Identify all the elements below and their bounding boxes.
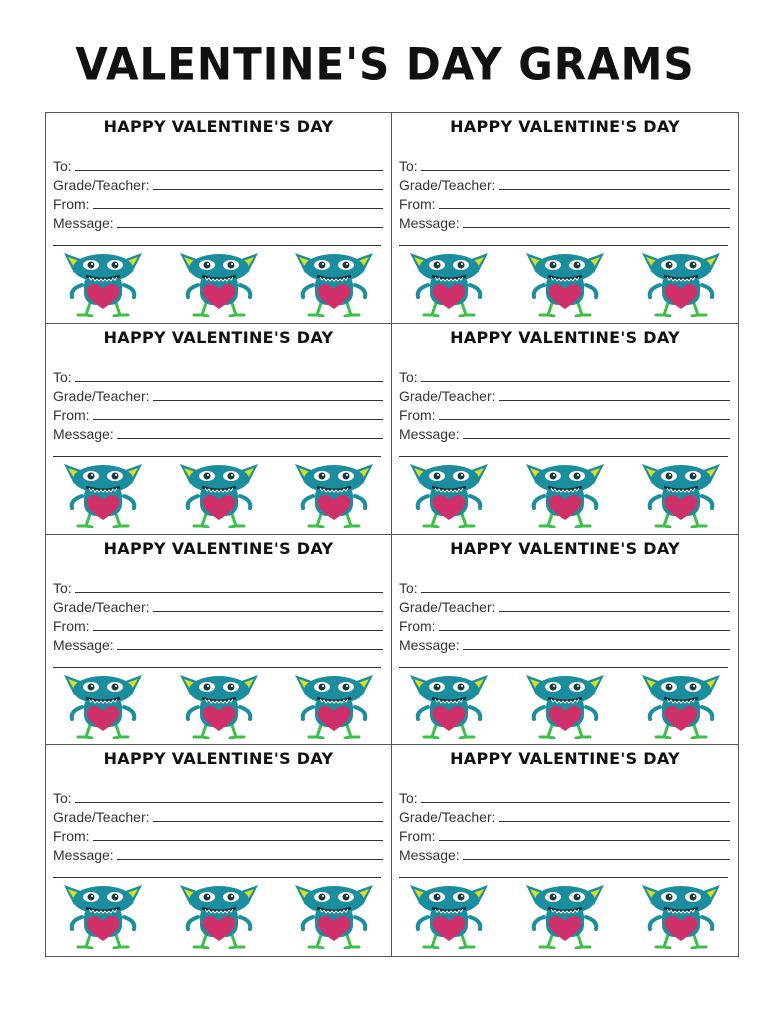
grade-teacher-label: Grade/Teacher:	[53, 387, 150, 404]
grade-teacher-line[interactable]	[153, 821, 384, 822]
grade-teacher-label: Grade/Teacher:	[399, 177, 496, 193]
grade-teacher-line[interactable]	[499, 189, 731, 190]
grade-teacher-line[interactable]	[153, 400, 384, 401]
card-fields	[53, 787, 383, 878]
card-heading: HAPPY VALENTINE'S DAY	[103, 327, 334, 347]
to-field[interactable]	[53, 366, 383, 385]
monster-row	[60, 249, 377, 317]
to-field[interactable]	[53, 787, 383, 806]
card-heading: HAPPY VALENTINE'S DAY	[450, 327, 680, 347]
from-line[interactable]	[93, 208, 383, 209]
to-line[interactable]	[421, 592, 730, 593]
card-fields	[53, 155, 383, 246]
grade-teacher-line[interactable]	[153, 189, 384, 190]
message-label: Message:	[53, 636, 114, 653]
to-field[interactable]	[399, 577, 730, 596]
grade-teacher-field[interactable]	[53, 596, 383, 615]
valentine-gram-card	[392, 113, 738, 324]
monster-icon	[638, 671, 724, 739]
card-heading: HAPPY VALENTINE'S DAY	[450, 749, 680, 769]
monster-icon	[60, 881, 146, 949]
message-label: Message:	[399, 215, 460, 231]
message-label: Message:	[53, 847, 114, 864]
card-heading: HAPPY VALENTINE'S DAY	[450, 117, 680, 136]
from-label: From:	[53, 196, 90, 212]
to-line[interactable]	[75, 592, 383, 593]
grade-teacher-field[interactable]	[399, 385, 730, 404]
from-field[interactable]	[399, 193, 730, 212]
message-field[interactable]	[399, 634, 730, 653]
message-extra-line[interactable]	[399, 667, 728, 668]
from-label: From:	[399, 406, 436, 423]
grade-teacher-label: Grade/Teacher:	[53, 177, 150, 193]
to-label: To:	[53, 158, 72, 174]
message-label: Message:	[399, 425, 460, 442]
from-field[interactable]	[399, 404, 730, 423]
monster-row	[406, 249, 724, 317]
monster-icon	[522, 249, 608, 317]
to-label: To:	[53, 368, 72, 385]
from-line[interactable]	[93, 840, 383, 841]
valentine-gram-card	[392, 745, 738, 956]
from-label: From:	[53, 828, 90, 845]
message-extra-line[interactable]	[399, 245, 728, 246]
message-field[interactable]	[399, 212, 730, 231]
to-label: To:	[399, 790, 418, 807]
monster-icon	[176, 671, 262, 739]
from-label: From:	[53, 617, 90, 634]
grade-teacher-label: Grade/Teacher:	[399, 809, 496, 826]
grade-teacher-field[interactable]	[53, 174, 383, 193]
message-label: Message:	[399, 847, 460, 864]
monster-icon	[60, 249, 146, 317]
monster-icon	[406, 671, 492, 739]
monster-icon	[522, 460, 608, 528]
from-line[interactable]	[439, 840, 730, 841]
to-line[interactable]	[75, 381, 383, 382]
from-line[interactable]	[439, 419, 730, 420]
grade-teacher-field[interactable]	[399, 174, 730, 193]
message-extra-line[interactable]	[53, 667, 381, 668]
to-line[interactable]	[421, 170, 730, 171]
to-label: To:	[399, 158, 418, 174]
monster-icon	[522, 671, 608, 739]
from-line[interactable]	[439, 630, 730, 631]
to-label: To:	[53, 790, 72, 807]
to-field[interactable]	[399, 366, 730, 385]
grade-teacher-label: Grade/Teacher:	[53, 809, 150, 826]
from-label: From:	[53, 406, 90, 423]
grade-teacher-line[interactable]	[153, 611, 384, 612]
to-line[interactable]	[75, 802, 383, 803]
grade-teacher-field[interactable]	[53, 806, 383, 825]
from-field[interactable]	[53, 615, 383, 634]
from-line[interactable]	[439, 208, 730, 209]
monster-row	[406, 460, 724, 528]
monster-icon	[638, 249, 724, 317]
message-line[interactable]	[463, 859, 730, 860]
grade-teacher-line[interactable]	[499, 400, 731, 401]
message-line[interactable]	[463, 227, 730, 228]
message-field[interactable]	[53, 634, 383, 653]
monster-row	[60, 671, 377, 739]
monster-icon	[176, 881, 262, 949]
from-field[interactable]	[53, 825, 383, 844]
grade-teacher-line[interactable]	[499, 821, 731, 822]
monster-icon	[176, 460, 262, 528]
grade-teacher-field[interactable]	[399, 596, 730, 615]
valentine-gram-card	[392, 324, 738, 535]
card-fields	[53, 366, 383, 457]
message-label: Message:	[399, 636, 460, 653]
card-heading: HAPPY VALENTINE'S DAY	[450, 538, 680, 558]
from-field[interactable]	[53, 404, 383, 423]
from-line[interactable]	[93, 419, 383, 420]
monster-icon	[406, 881, 492, 949]
message-label: Message:	[53, 215, 114, 231]
monster-row	[406, 671, 724, 739]
card-heading: HAPPY VALENTINE'S DAY	[103, 749, 334, 769]
grade-teacher-field[interactable]	[399, 806, 730, 825]
monster-icon	[291, 249, 377, 317]
valentine-gram-card	[392, 535, 738, 746]
message-extra-line[interactable]	[53, 456, 381, 457]
message-field[interactable]	[53, 423, 383, 442]
to-line[interactable]	[421, 381, 730, 382]
to-line[interactable]	[421, 802, 730, 803]
message-field[interactable]	[53, 844, 383, 863]
message-field[interactable]	[399, 423, 730, 442]
valentine-gram-card	[46, 324, 392, 535]
card-heading: HAPPY VALENTINE'S DAY	[103, 538, 334, 558]
valentine-gram-card	[46, 113, 392, 324]
monster-icon	[60, 460, 146, 528]
monster-icon	[291, 460, 377, 528]
monster-icon	[291, 881, 377, 949]
message-line[interactable]	[463, 649, 730, 650]
card-fields	[399, 577, 730, 668]
from-field[interactable]	[53, 193, 383, 212]
monster-icon	[638, 460, 724, 528]
grade-teacher-label: Grade/Teacher:	[399, 598, 496, 615]
monster-icon	[406, 460, 492, 528]
valentine-gram-card	[46, 535, 392, 746]
to-field[interactable]	[53, 577, 383, 596]
card-fields	[399, 366, 730, 457]
to-field[interactable]	[399, 155, 730, 174]
monster-row	[406, 881, 724, 949]
to-field[interactable]	[399, 787, 730, 806]
message-field[interactable]	[399, 844, 730, 863]
message-extra-line[interactable]	[53, 245, 381, 246]
message-label: Message:	[53, 425, 114, 442]
monster-row	[60, 881, 377, 949]
from-label: From:	[399, 828, 436, 845]
to-label: To:	[53, 579, 72, 596]
monster-icon	[60, 671, 146, 739]
monster-row	[60, 460, 377, 528]
grade-teacher-line[interactable]	[499, 611, 731, 612]
monster-icon	[406, 249, 492, 317]
to-label: To:	[399, 368, 418, 385]
card-heading: HAPPY VALENTINE'S DAY	[103, 117, 334, 136]
grams-grid	[45, 112, 739, 957]
from-field[interactable]	[399, 825, 730, 844]
from-line[interactable]	[93, 630, 383, 631]
card-fields	[53, 577, 383, 668]
message-field[interactable]	[53, 212, 383, 231]
valentine-gram-card	[46, 745, 392, 956]
from-label: From:	[399, 196, 436, 212]
to-field[interactable]	[53, 155, 383, 174]
from-field[interactable]	[399, 615, 730, 634]
card-fields	[399, 155, 730, 246]
to-label: To:	[399, 579, 418, 596]
to-line[interactable]	[75, 170, 383, 171]
message-extra-line[interactable]	[53, 877, 381, 878]
message-line[interactable]	[117, 227, 383, 228]
message-extra-line[interactable]	[399, 456, 728, 457]
grade-teacher-label: Grade/Teacher:	[53, 598, 150, 615]
message-line[interactable]	[117, 649, 383, 650]
monster-icon	[522, 881, 608, 949]
card-fields	[399, 787, 730, 878]
monster-icon	[176, 249, 262, 317]
page-title: VALENTINE'S DAY GRAMS	[75, 38, 695, 91]
grade-teacher-field[interactable]	[53, 385, 383, 404]
message-line[interactable]	[117, 438, 383, 439]
message-extra-line[interactable]	[399, 877, 728, 878]
from-label: From:	[399, 617, 436, 634]
message-line[interactable]	[117, 859, 383, 860]
monster-icon	[638, 881, 724, 949]
grade-teacher-label: Grade/Teacher:	[399, 387, 496, 404]
monster-icon	[291, 671, 377, 739]
message-line[interactable]	[463, 438, 730, 439]
